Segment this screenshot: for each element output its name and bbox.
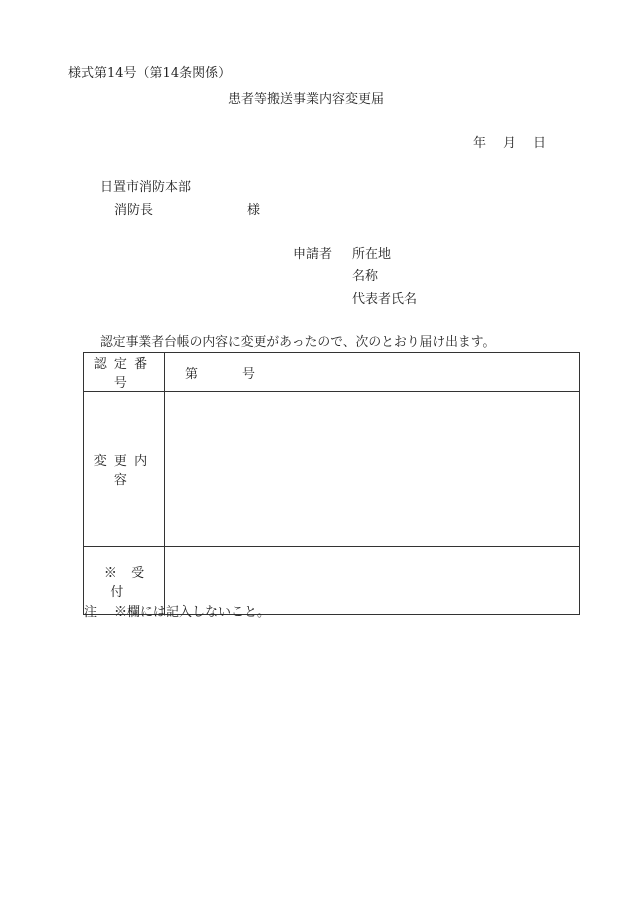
reception-label: ※受付 — [103, 565, 159, 600]
applicant-name-label: 名称 — [352, 269, 379, 284]
date-year-label: 年 — [473, 136, 487, 151]
table-row — [84, 353, 580, 392]
addressee-org: 日置市消防本部 — [100, 180, 192, 195]
note-prefix: 注 — [84, 605, 98, 620]
change-content-field[interactable] — [165, 392, 580, 547]
change-content-label: 変更内容 — [93, 454, 155, 488]
cert-number-prefix: 第 — [185, 366, 199, 382]
change-content-label-cell — [84, 392, 165, 547]
document-title: 患者等搬送事業内容変更届 — [228, 92, 385, 107]
intro-sentence: 認定事業者台帳の内容に変更があったので、次のとおり届け出ます。 — [100, 335, 496, 350]
note-text: ※欄には記入しないこと。 — [114, 605, 271, 620]
form-number-label: 様式第14号（第14条関係） — [68, 66, 232, 81]
change-form-table — [83, 352, 580, 615]
applicant-label: 申請者 — [293, 247, 333, 262]
cert-number-label: 認定番号 — [93, 357, 155, 391]
cert-number-label-cell — [84, 353, 165, 392]
applicant-representative-label: 代表者氏名 — [352, 292, 418, 307]
date-day-label: 日 — [533, 136, 547, 151]
applicant-address-label: 所在地 — [352, 247, 392, 262]
date-month-label: 月 — [503, 136, 517, 151]
cert-number-field[interactable] — [165, 353, 580, 392]
cert-number-suffix: 号 — [242, 366, 256, 382]
addressee-honorific: 様 — [247, 203, 261, 218]
table-row — [84, 392, 580, 547]
addressee-chief: 消防長 — [114, 203, 154, 218]
